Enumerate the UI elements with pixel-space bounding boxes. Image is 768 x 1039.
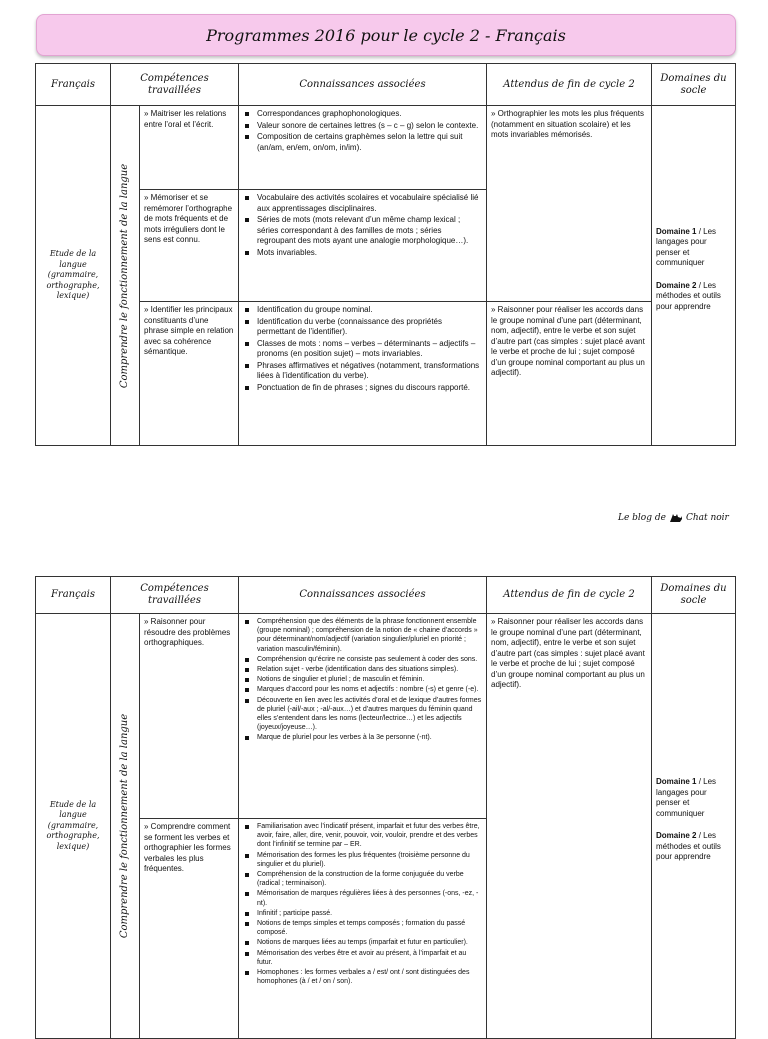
list-item: Composition de certains graphèmes selon la lettre qui suit (an/am, en/em, on/om, in/im). bbox=[257, 132, 482, 153]
knowledge-cell bbox=[239, 302, 487, 446]
list-item: Phrases affirmatives et négatives (notamment, transformations liées à l’identification du verbe). bbox=[257, 361, 482, 382]
list-item: Vocabulaire des activités scolaires et vocabulaire spécialisé lié aux apprentissages disciplinaires. bbox=[257, 193, 482, 214]
attendu-cell: » Raisonner pour réaliser les accords dans le groupe nominal d’une part (déterminant, nom, adjectif), entre le verbe et son sujet d’autre part (cas simples : sujet placé avant le verbe et proche de lui ; sujet composé d’un groupe nominal comportant au plus un adjectif). bbox=[487, 302, 652, 446]
program-table-1 bbox=[35, 63, 736, 446]
list-item: Valeur sonore de certaines lettres (s – c – g) selon le contexte. bbox=[257, 121, 482, 132]
list-item: Mémorisation des formes les plus fréquentes (troisième personne du singulier et du pluriel). bbox=[257, 851, 482, 869]
list-item: Classes de mots : noms – verbes – déterminants – adjectifs – pronoms (en position sujet) – mots invariables. bbox=[257, 339, 482, 360]
header-domaines: Domaines du socle bbox=[652, 64, 736, 106]
knowledge-cell bbox=[239, 819, 487, 1039]
list-item: Relation sujet - verbe (identification dans des situations simples). bbox=[257, 665, 482, 674]
blog-signature: Le blog de Chat noir bbox=[618, 513, 729, 523]
attendu-cell: » Orthographier les mots les plus fréquents (notamment en situation scolaire) et les mots invariables mémorisés. bbox=[487, 106, 652, 302]
list-item: Infinitif ; participe passé. bbox=[257, 909, 482, 918]
list-item: Correspondances graphophonologiques. bbox=[257, 109, 482, 120]
list-item: Compréhension que des éléments de la phrase fonctionnent ensemble (groupe nominal) ; compréhension de la notion de « chaine d’accords » pour déterminant/nom/adjectif (variation singulier/pluriel en priorité ; variation masculin/féminin). bbox=[257, 617, 482, 654]
list-item: Notions de temps simples et temps composés ; formation du passé composé. bbox=[257, 919, 482, 937]
competence-cell: » Maitriser les relations entre l’oral et l’écrit. bbox=[140, 106, 239, 190]
page-title: Programmes 2016 pour le cycle 2 - Français bbox=[36, 14, 736, 56]
competence-cell: » Identifier les principaux constituants d’une phrase simple en relation avec sa cohérence sémantique. bbox=[140, 302, 239, 446]
header-connaissances: Connaissances associées bbox=[239, 64, 487, 106]
list-item: Identification du verbe (connaissance des propriétés permettant de l’identifier). bbox=[257, 317, 482, 338]
header-francais: Français bbox=[36, 64, 111, 106]
black-cat-icon bbox=[669, 513, 683, 523]
list-item: Notions de singulier et pluriel ; de masculin et féminin. bbox=[257, 675, 482, 684]
table-row bbox=[36, 106, 736, 190]
header-attendus: Attendus de fin de cycle 2 bbox=[487, 64, 652, 106]
domaine-2: Domaine 2 / Les méthodes et outils pour apprendre bbox=[656, 831, 721, 862]
header-competences: Compétences travaillées bbox=[111, 64, 239, 106]
table-row bbox=[36, 302, 736, 446]
list-item: Ponctuation de fin de phrases ; signes du discours rapporté. bbox=[257, 383, 482, 394]
knowledge-cell bbox=[239, 614, 487, 819]
table-row bbox=[36, 614, 736, 819]
attendu-cell: » Raisonner pour réaliser les accords dans le groupe nominal d’une part (déterminant, nom, adjectif), entre le verbe et son sujet d’autre part (cas simples : sujet placé avant le verbe et proche de lui ; sujet composé d’un groupe nominal comportant au plus un adjectif). bbox=[487, 614, 652, 1039]
header-francais: Français bbox=[36, 577, 111, 614]
list-item: Notions de marques liées au temps (imparfait et futur en particulier). bbox=[257, 938, 482, 947]
knowledge-cell bbox=[239, 106, 487, 190]
list-item: Identification du groupe nominal. bbox=[257, 305, 482, 316]
vertical-label-cell bbox=[111, 614, 140, 1039]
table-header-row bbox=[36, 64, 736, 106]
competence-cell: » Mémoriser et se remémorer l’orthographe de mots fréquents et de mots irréguliers dont le sens est connu. bbox=[140, 190, 239, 302]
list-item: Mémorisation des verbes être et avoir au présent, à l’imparfait et au futur. bbox=[257, 949, 482, 967]
competence-cell: » Raisonner pour résoudre des problèmes orthographiques. bbox=[140, 614, 239, 819]
header-connaissances: Connaissances associées bbox=[239, 577, 487, 614]
list-item: Compréhension qu’écrire ne consiste pas seulement à coder des sons. bbox=[257, 655, 482, 664]
knowledge-cell bbox=[239, 190, 487, 302]
list-item: Marque de pluriel pour les verbes à la 3e personne (-nt). bbox=[257, 733, 482, 742]
domaines-cell bbox=[652, 106, 736, 446]
domaine-2: Domaine 2 / Les méthodes et outils pour apprendre bbox=[656, 280, 721, 311]
header-competences: Compétences travaillées bbox=[111, 577, 239, 614]
table-header-row bbox=[36, 577, 736, 614]
list-item: Compréhension de la construction de la forme conjuguée du verbe (radical ; terminaison). bbox=[257, 870, 482, 888]
vertical-label: Comprendre le fonctionnement de la langue bbox=[118, 713, 130, 939]
list-item: Découverte en lien avec les activités d’oral et de lexique d’autres formes de pluriel (-ail/-aux ; -al/-aux…) et d’autres marques du féminin quand elles s’entendent dans les noms (lecteur/lectrice…) et les adjectifs (joyeux/joyeuse…). bbox=[257, 696, 482, 732]
vertical-label: Comprendre le fonctionnement de la langue bbox=[118, 163, 130, 388]
domaines-cell bbox=[652, 614, 736, 1039]
domaine-1: Domaine 1 / Les langages pour penser et communiquer bbox=[656, 777, 717, 818]
list-item: Séries de mots (mots relevant d’un même champ lexical ; séries correspondant à des familles de mots ; séries regroupant des mots ayant une analogie morphologique…). bbox=[257, 215, 482, 247]
list-item: Marques d’accord pour les noms et adjectifs : nombre (-s) et genre (-e). bbox=[257, 685, 482, 694]
list-item: Familiarisation avec l’indicatif présent, imparfait et futur des verbes être, avoir, faire, aller, dire, venir, pouvoir, voir, vouloir, prendre et des verbes dont l’infinitif se termine par – ER. bbox=[257, 822, 482, 850]
etude-label: Etude de la langue (grammaire, orthographe, lexique) bbox=[36, 106, 111, 446]
header-domaines: Domaines du socle bbox=[652, 577, 736, 614]
list-item: Mémorisation de marques régulières liées à des personnes (-ons, -ez, -nt). bbox=[257, 889, 482, 907]
etude-label: Etude de la langue (grammaire, orthographe, lexique) bbox=[36, 614, 111, 1039]
program-table-2 bbox=[35, 576, 736, 1039]
domaine-1: Domaine 1 / Les langages pour penser et communiquer bbox=[656, 226, 717, 268]
competence-cell: » Comprendre comment se forment les verbes et orthographier les formes verbales les plus fréquentes. bbox=[140, 819, 239, 1039]
vertical-label-cell bbox=[111, 106, 140, 446]
list-item: Homophones : les formes verbales a / est/ ont / sont distinguées des homophones (à / et / on / son). bbox=[257, 968, 482, 986]
header-attendus: Attendus de fin de cycle 2 bbox=[487, 577, 652, 614]
list-item: Mots invariables. bbox=[257, 248, 482, 259]
